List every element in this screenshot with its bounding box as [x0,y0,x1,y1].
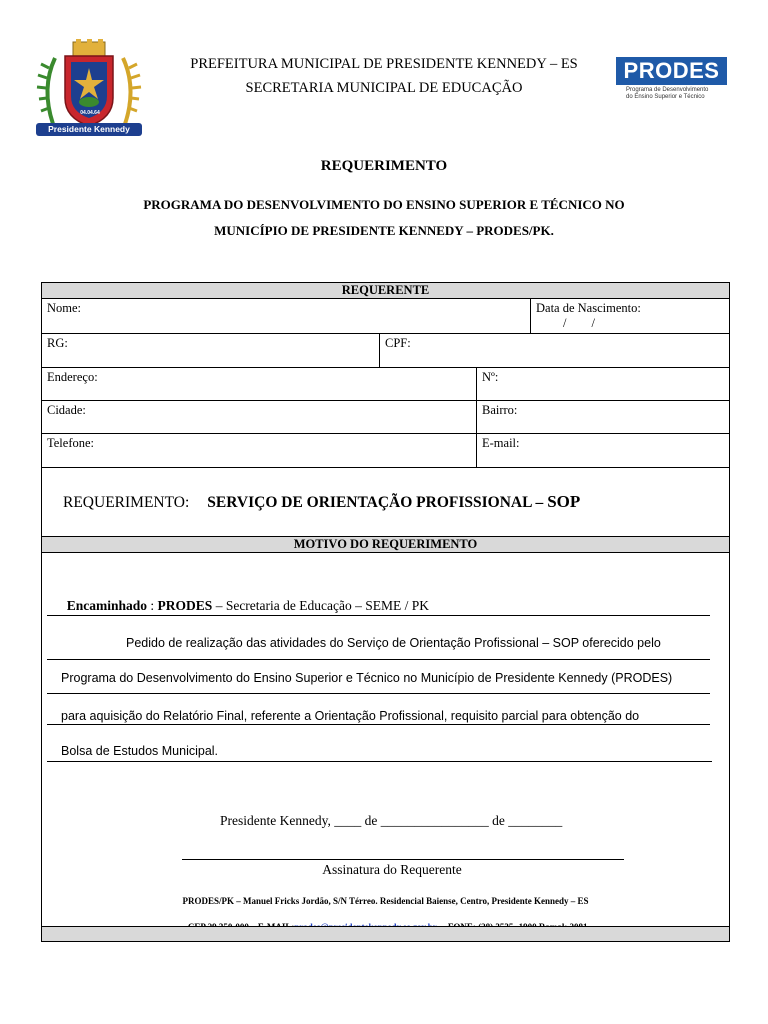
data-nascimento-field[interactable] [530,298,730,334]
endereco-label: Endereço: [47,370,98,384]
prodes-logo-sub2: do Ensino Superior e Técnico [626,94,705,100]
requerimento-type [63,492,713,512]
cidade-label: Cidade: [47,403,86,417]
bairro-label: Bairro: [482,403,518,417]
signature-label: Assinatura do Requerente [322,862,462,877]
encaminhado-prodes: PRODES [157,598,213,613]
prodes-logo-sub1: Programa de Desenvolvimento [626,87,709,93]
requerimento-sop: SOP [547,492,581,511]
prodes-logo [616,57,728,103]
rule-3 [47,693,710,694]
rg-field[interactable] [41,333,380,368]
data-nascimento-slashes: / / [563,316,595,330]
body-line-4: Bolsa de Estudos Municipal. [61,744,219,758]
body-line-3: para aquisição do Relatório Final, referente a Orientação Profissional, requisito parcial para obtenção do [61,709,640,723]
numero-field[interactable] [476,367,730,401]
program-title-line1: PROGRAMA DO DESENVOLVIMENTO DO ENSINO SUPERIOR E TÉCNICO NO [143,197,625,212]
seal-date: 04.04.64 [80,110,100,116]
footer-address: PRODES/PK – Manuel Fricks Jordão, S/N Térreo. Residencial Baiense, Centro, Presidente Kennedy – ES [182,896,589,906]
encaminhado-line [60,582,429,614]
signature-line[interactable] [182,859,624,860]
header-secretaria: SECRETARIA MUNICIPAL DE EDUCAÇÃO [245,80,523,96]
numero-label: Nº: [482,370,499,384]
program-title-line2: MUNICÍPIO DE PRESIDENTE KENNEDY – PRODES/PK. [214,223,554,238]
telefone-label: Telefone: [47,436,95,450]
motivo-header: MOTIVO DO REQUERIMENTO [41,536,730,553]
prodes-logo-wordmark: PRODES [616,57,727,85]
requerente-header: REQUERENTE [41,282,730,299]
encaminhado-sep: : [147,598,158,613]
nome-label: Nome: [47,301,82,315]
encaminhado-label: Encaminhado [66,598,148,613]
rule-2 [47,659,710,660]
footer-bar [41,926,730,942]
rule-4 [47,724,710,725]
data-nascimento-label: Data de Nascimento: [536,301,641,315]
body-line-1: Pedido de realização das atividades do Serviço de Orientação Profissional – SOP oferecido pelo [126,636,661,650]
endereco-field[interactable] [41,367,477,401]
header-prefeitura: PREFEITURA MUNICIPAL DE PRESIDENTE KENNEDY – ES [190,56,578,72]
email-label: E-mail: [482,436,520,450]
email-field[interactable] [476,433,730,468]
requerimento-value: SERVIÇO DE ORIENTAÇÃO PROFISSIONAL – [207,494,544,511]
cpf-label: CPF: [385,336,411,350]
rule-1 [47,615,710,616]
nome-field[interactable] [41,298,531,334]
requerimento-label: REQUERIMENTO: [63,494,190,511]
body-line-2: Programa do Desenvolvimento do Ensino Superior e Técnico no Município de Presidente Kennedy (PRODES) [61,671,673,685]
rg-label: RG: [47,336,68,350]
bairro-field[interactable] [476,400,730,434]
cidade-field[interactable] [41,400,477,434]
encaminhado-rest: – Secretaria de Educação – SEME / PK [212,598,429,613]
seal-ribbon: Presidente Kennedy [36,123,142,136]
date-line[interactable]: Presidente Kennedy, ____ de ________________ de ________ [220,813,563,828]
cpf-field[interactable] [379,333,730,368]
document-title: REQUERIMENTO [320,158,448,174]
rule-5 [47,761,712,762]
telefone-field[interactable] [41,433,477,468]
